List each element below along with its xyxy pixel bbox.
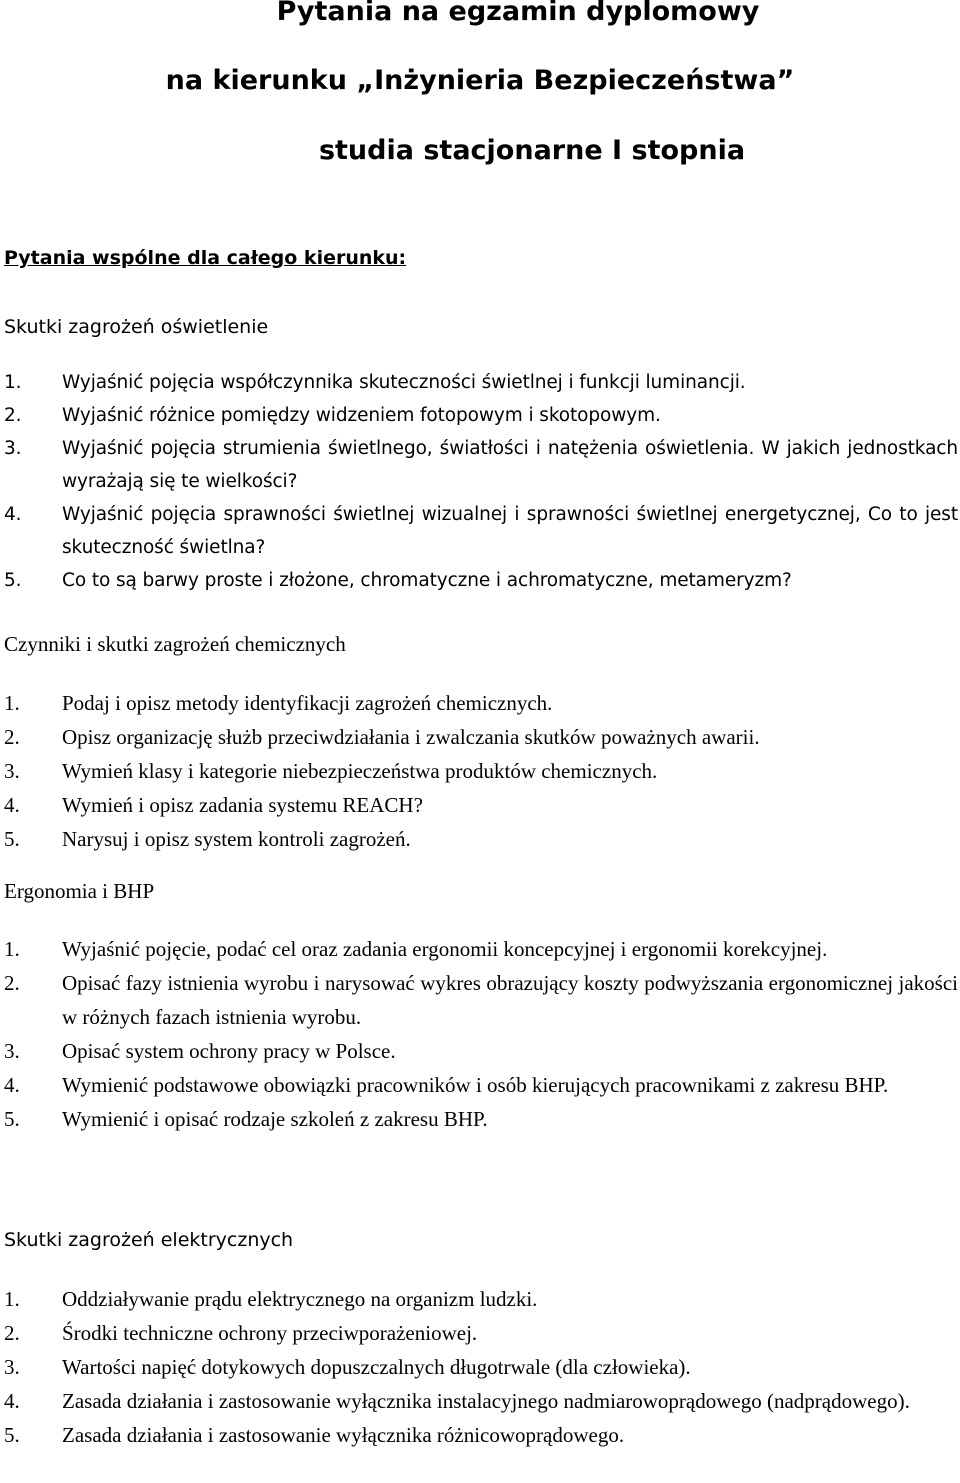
question-text: Wyjaśnić pojęcia współczynnika skuteczności świetlnej i funkcji luminancji. — [62, 372, 746, 393]
question-item — [0, 754, 960, 788]
question-item — [0, 498, 960, 564]
question-text: Opisać fazy istnienia wyrobu i narysować wykres obrazujący koszty podwyższania ergonomicznej jakości w różnych fazach istnienia wyrobu. — [62, 971, 958, 1029]
question-number: 1. — [4, 937, 20, 961]
question-number: 2. — [4, 1321, 20, 1345]
question-item — [0, 1316, 960, 1350]
question-text: Opisz organizację służb przeciwdziałania i zwalczania skutków poważnych awarii. — [62, 725, 760, 749]
question-number: 5. — [4, 570, 22, 591]
question-number: 5. — [4, 1423, 20, 1447]
question-number: 4. — [4, 504, 22, 525]
question-item — [0, 1418, 960, 1452]
question-text: Narysuj i opisz system kontroli zagrożeń. — [62, 827, 411, 851]
question-text: Środki techniczne ochrony przeciwporażeniowej. — [62, 1321, 478, 1345]
question-list-ergonomics — [0, 932, 960, 1136]
question-number: 2. — [4, 971, 20, 995]
question-number: 3. — [4, 1039, 20, 1063]
question-item — [0, 1068, 960, 1102]
document-title-line-3: studia stacjonarne I stopnia — [318, 135, 746, 166]
section-heading-electrical: Skutki zagrożeń elektrycznych — [4, 1229, 294, 1251]
question-item — [0, 1282, 960, 1316]
question-text: Wartości napięć dotykowych dopuszczalnych długotrwale (dla człowieka). — [62, 1355, 691, 1379]
question-item — [0, 366, 960, 399]
question-item — [0, 1350, 960, 1384]
question-number: 3. — [4, 438, 22, 459]
question-list-chemical — [0, 686, 960, 856]
question-item — [0, 1102, 960, 1136]
question-number: 2. — [4, 725, 20, 749]
question-item — [0, 686, 960, 720]
question-list-lighting — [0, 366, 960, 597]
question-text: Wyjaśnić różnice pomiędzy widzeniem fotopowym i skotopowym. — [62, 405, 661, 426]
question-item — [0, 1384, 960, 1418]
question-text: Wymienić i opisać rodzaje szkoleń z zakresu BHP. — [62, 1107, 488, 1131]
question-number: 3. — [4, 759, 20, 783]
question-number: 1. — [4, 372, 22, 393]
question-number: 1. — [4, 1287, 20, 1311]
question-number: 4. — [4, 1389, 20, 1413]
question-text: Wymienić podstawowe obowiązki pracowników i osób kierujących pracownikami z zakresu BHP. — [62, 1073, 889, 1097]
question-item — [0, 932, 960, 966]
question-number: 4. — [4, 1073, 20, 1097]
question-number: 4. — [4, 793, 20, 817]
question-item — [0, 564, 960, 597]
question-item — [0, 788, 960, 822]
section-heading-ergonomics: Ergonomia i BHP — [4, 879, 155, 903]
question-number: 5. — [4, 1107, 20, 1131]
question-text: Wymień i opisz zadania systemu REACH? — [62, 793, 423, 817]
question-number: 5. — [4, 827, 20, 851]
question-text: Co to są barwy proste i złożone, chromatyczne i achromatyczne, metameryzm? — [62, 570, 792, 591]
question-text: Oddziaływanie prądu elektrycznego na organizm ludzki. — [62, 1287, 538, 1311]
question-text: Wyjaśnić pojęcia sprawności świetlnej wizualnej i sprawności świetlnej energetycznej, Co to jest skuteczność świetlna? — [62, 504, 958, 558]
question-item — [0, 720, 960, 754]
document-title-line-2: na kierunku „Inżynieria Bezpieczeństwa” — [165, 65, 795, 96]
question-item — [0, 399, 960, 432]
question-text: Wyjaśnić pojęcie, podać cel oraz zadania ergonomii koncepcyjnej i ergonomii korekcyjnej. — [62, 937, 828, 961]
section-heading-chemical: Czynniki i skutki zagrożeń chemicznych — [4, 632, 346, 656]
question-item — [0, 822, 960, 856]
question-list-electrical — [0, 1282, 960, 1452]
question-text: Wyjaśnić pojęcia strumienia świetlnego, światłości i natężenia oświetlenia. W jakich jednostkach wyrażają się te wielkości? — [62, 438, 958, 492]
question-text: Zasada działania i zastosowanie wyłącznika różnicowoprądowego. — [62, 1423, 625, 1447]
question-item — [0, 1034, 960, 1068]
document-title-line-1: Pytania na egzamin dyplomowy — [276, 0, 760, 27]
question-text: Wymień klasy i kategorie niebezpieczeństwa produktów chemicznych. — [62, 759, 658, 783]
common-questions-heading: Pytania wspólne dla całego kierunku: — [4, 247, 407, 269]
question-text: Podaj i opisz metody identyfikacji zagrożeń chemicznych. — [62, 691, 553, 715]
question-number: 2. — [4, 405, 22, 426]
section-heading-lighting: Skutki zagrożeń oświetlenie — [4, 316, 269, 338]
question-text: Zasada działania i zastosowanie wyłącznika instalacyjnego nadmiarowoprądowego (nadprądowego). — [62, 1389, 910, 1413]
question-number: 3. — [4, 1355, 20, 1379]
question-text: Opisać system ochrony pracy w Polsce. — [62, 1039, 396, 1063]
question-number: 1. — [4, 691, 20, 715]
question-item — [0, 432, 960, 498]
question-item — [0, 966, 960, 1034]
